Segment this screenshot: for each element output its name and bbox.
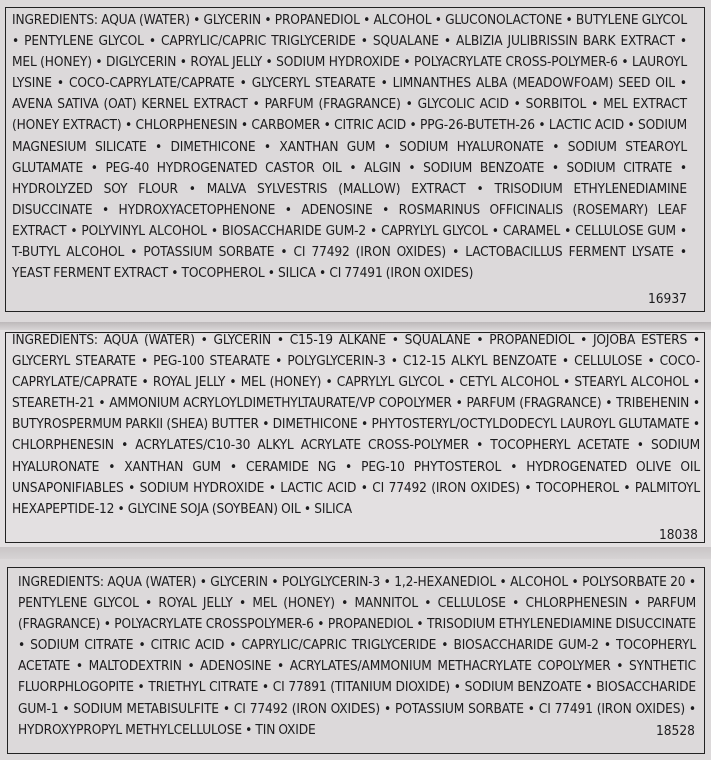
label-panel-3 xyxy=(0,559,711,760)
ingredients-text-2: INGREDIENTS: AQUA (WATER) • GLYCERIN • C15-19 ALKANE • SQUALANE • PROPANEDIOL • JOJOBA ESTERS • GLYCERYL STEARATE • PEG-100 STEARATE • POLYGLYCERIN-3 • C12-15 ALKYL BENZOATE • CELLULOSE • COCO-CAPRYLATE/CAPRATE • ROYAL JELLY • MEL (HONEY) • CAPRYLYL GLYCOL • CETYL ALCOHOL • STEARYL ALCOHOL • STEARETH-21 • AMMONIUM ACRYLOYLDIMETHYLTAURATE/VP COPOLYMER • PARFUM (FRAGRANCE) • TRIBEHENIN • BUTYROSPERMUM PARKII (SHEA) BUTTER • DIMETHICONE • PHYTOSTERYL/OCTYLDODECYL LAUROYL GLUTAMATE • CHLORPHENESIN • ACRYLATES/C10-30 ALKYL ACRYLATE CROSS-POLYMER • TOCOPHERYL ACETATE • SODIUM HYALURONATE • XANTHAN GUM • CERAMIDE NG • PEG-10 PHYTOSTEROL • HYDROGENATED OLIVE OIL UNSAPONIFIABLES • SODIUM HYDROXIDE • LACTIC ACID • CI 77492 (IRON OXIDES) • TOCOPHEROL • PALMITOYL HEXAPEPTIDE-12 • GLYCINE SOJA (SOYBEAN) OIL • SILICA xyxy=(12,332,700,517)
ingredients-text-3: INGREDIENTS: AQUA (WATER) • GLYCERIN • POLYGLYCERIN-3 • 1,2-HEXANEDIOL • ALCOHOL • POLYSORBATE 20 • PENTYLENE GLYCOL • ROYAL JELLY • MEL (HONEY) • MANNITOL • CELLULOSE • CHLORPHENESIN • PARFUM (FRAGRANCE) • POLYACRYLATE CROSSPOLYMER-6 • PROPANEDIOL • TRISODIUM ETHYLENEDIAMINE DISUCCINATE • SODIUM CITRATE • CITRIC ACID • CAPRYLIC/CAPRIC TRIGLYCERIDE • BIOSACCHARIDE GUM-2 • TOCOPHERYL ACETATE • MALTODEXTRIN • ADENOSINE • ACRYLATES/AMMONIUM METHACRYLATE COPOLYMER • SYNTHETIC FLUORPHLOGOPITE • TRIETHYL CITRATE • CI 77891 (TITANIUM DIOXIDE) • SODIUM BENZOATE • BIOSACCHARIDE GUM-1 • SODIUM METABISULFITE • CI 77492 (IRON OXIDES) • POTASSIUM SORBATE • CI 77491 (IRON OXIDES) • HYDROXYPROPYL METHYLCELLULOSE • TIN OXIDE xyxy=(18,574,696,738)
label-panel-2 xyxy=(0,330,711,547)
batch-code-1: 16937 xyxy=(648,291,687,307)
panel-divider-2 xyxy=(0,547,711,559)
panel-divider-1 xyxy=(0,322,711,330)
ingredients-text-1: INGREDIENTS: AQUA (WATER) • GLYCERIN • PROPANEDIOL • ALCOHOL • GLUCONOLACTONE • BUTYLENE GLYCOL • PENTYLENE GLYCOL • CAPRYLIC/CAPRIC TRIGLYCERIDE • SQUALANE • ALBIZIA JULIBRISSIN BARK EXTRACT • MEL (HONEY) • DIGLYCERIN • ROYAL JELLY • SODIUM HYDROXIDE • POLYACRYLATE CROSS-POLYMER-6 • LAUROYL LYSINE • COCO-CAPRYLATE/CAPRATE • GLYCERYL STEARATE • LIMNANTHES ALBA (MEADOWFOAM) SEED OIL • AVENA SATIVA (OAT) KERNEL EXTRACT • PARFUM (FRAGRANCE) • GLYCOLIC ACID • SORBITOL • MEL EXTRACT (HONEY EXTRACT) • CHLORPHENESIN • CARBOMER • CITRIC ACID • PPG-26-BUTETH-26 • LACTIC ACID • SODIUM MAGNESIUM SILICATE • DIMETHICONE • XANTHAN GUM • SODIUM HYALURONATE • SODIUM STEAROYL GLUTAMATE • PEG-40 HYDROGENATED CASTOR OIL • ALGIN • SODIUM BENZOATE • SODIUM CITRATE • HYDROLYZED SOY FLOUR • MALVA SYLVESTRIS (MALLOW) EXTRACT • TRISODIUM ETHYLENEDIAMINE DISUCCINATE • HYDROXYACETOPHENONE • ADENOSINE • ROSMARINUS OFFICINALIS (ROSEMARY) LEAF EXTRACT • POLYVINYL ALCOHOL • BIOSACCHARIDE GUM-2 • CAPRYLYL GLYCOL • CARAMEL • CELLULOSE GUM • T-BUTYL ALCOHOL • POTASSIUM SORBATE • CI 77492 (IRON OXIDES) • LACTOBACILLUS FERMENT LYSATE • YEAST FERMENT EXTRACT • TOCOPHEROL • SILICA • CI 77491 (IRON OXIDES) xyxy=(12,12,687,282)
batch-code-2: 18038 xyxy=(659,527,698,543)
label-panel-1 xyxy=(0,0,711,322)
batch-code-3: 18528 xyxy=(656,723,695,739)
